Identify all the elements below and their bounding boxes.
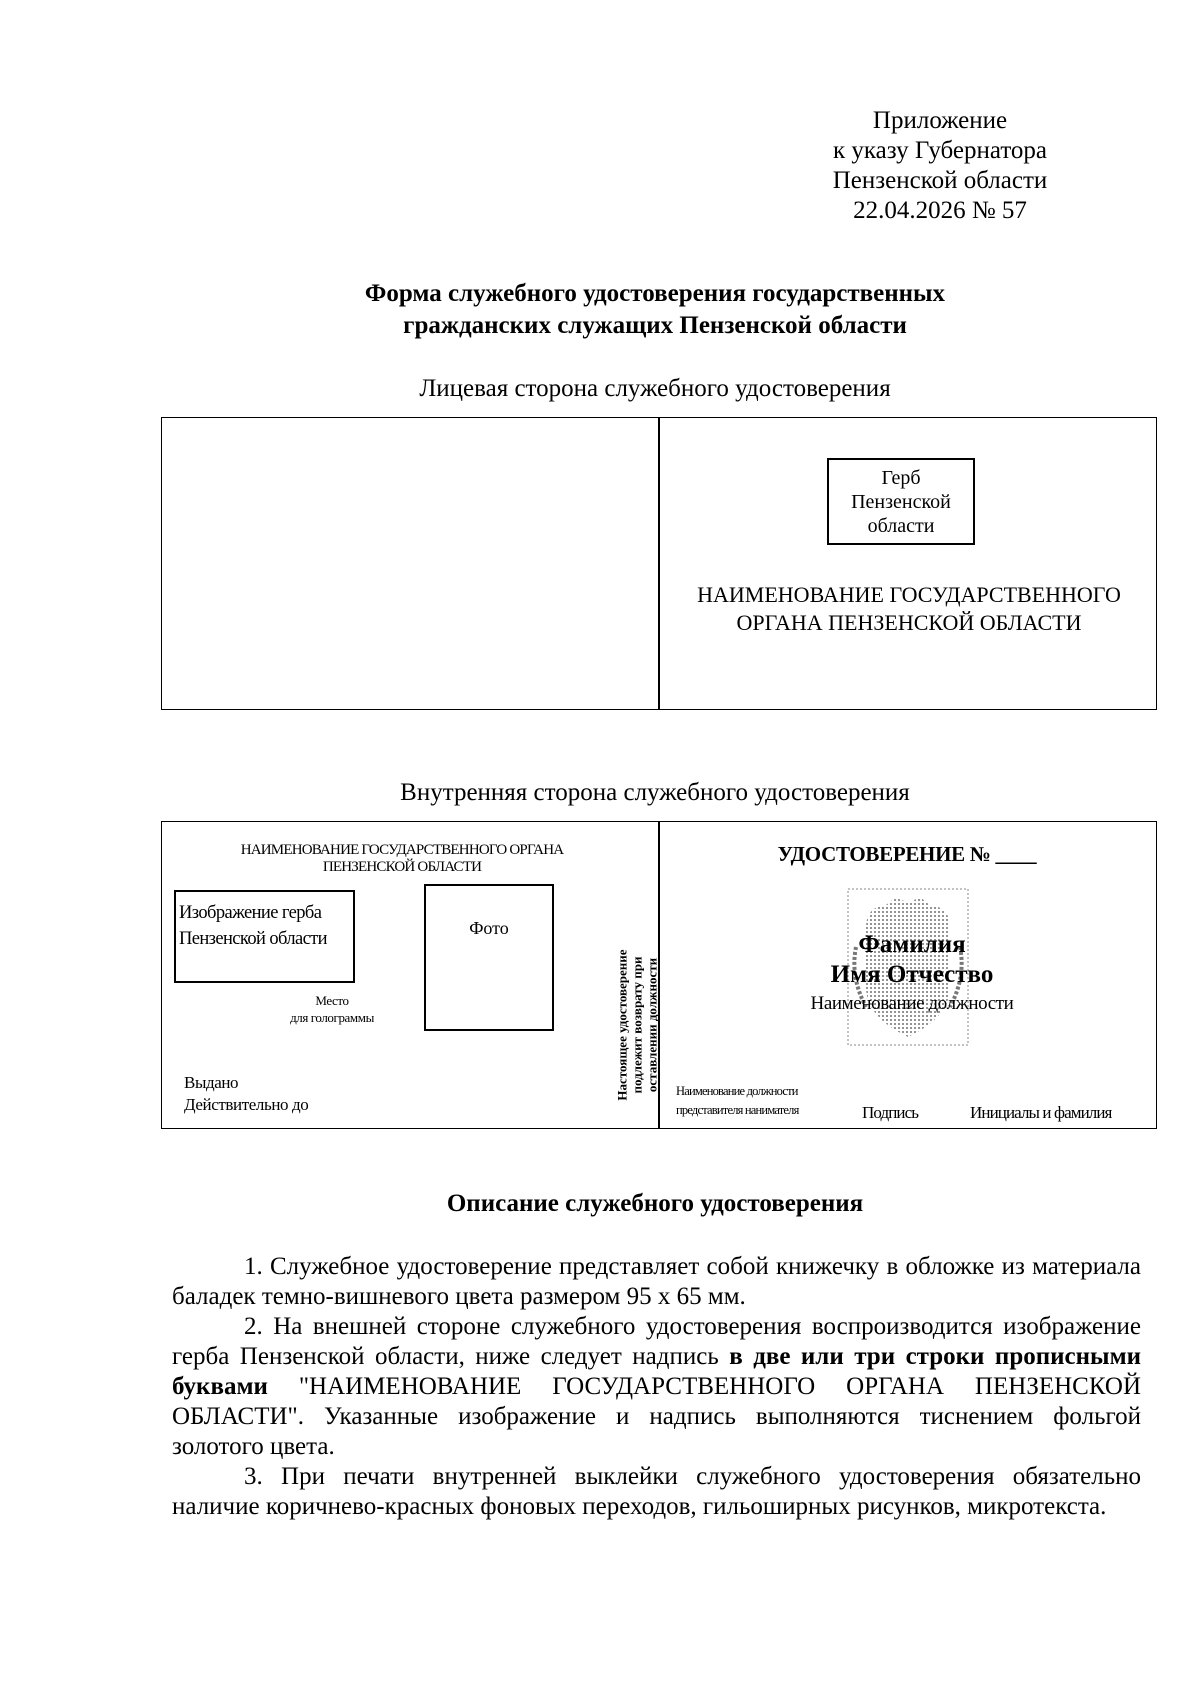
return-notice-line: Настоящее удостоверение bbox=[614, 949, 630, 1101]
fold-divider bbox=[658, 418, 660, 709]
org-name-line: НАИМЕНОВАНИЕ ГОСУДАРСТВЕННОГО ОРГАНА bbox=[240, 842, 564, 858]
appendix-line: к указу Губернатора bbox=[832, 137, 1048, 164]
valid-until-label: Действительно до bbox=[184, 1095, 309, 1114]
coat-label: Пензенской bbox=[851, 490, 951, 513]
issued-label: Выдано bbox=[184, 1073, 239, 1092]
holder-name-patronymic: Имя Отчество bbox=[830, 961, 994, 988]
holder-surname: Фамилия bbox=[858, 931, 966, 958]
description-title: Описание служебного удостоверения bbox=[446, 1190, 864, 1217]
initials-label: Инициалы и фамилия bbox=[970, 1103, 1112, 1122]
paragraph-3: 3. При печати внутренней выклейки служебного удостоверения обязательно наличие коричнево-красных фоновых переходов, гильоширных рисунков, микротекста. bbox=[172, 1463, 1141, 1520]
front-caption: Лицевая сторона служебного удостоверения bbox=[419, 375, 891, 402]
coat-image-box bbox=[174, 890, 355, 983]
document-title bbox=[160, 278, 1150, 342]
front-side-frame bbox=[161, 417, 1157, 710]
appendix-header bbox=[790, 106, 1090, 226]
coat-of-arms-box bbox=[827, 458, 975, 545]
coat-label: Герб bbox=[881, 466, 921, 489]
hologram-label: Место bbox=[315, 993, 349, 1008]
org-name-line: ОРГАНА ПЕНЗЕНСКОЙ ОБЛАСТИ bbox=[736, 610, 1082, 635]
paragraph-1: 1. Служебное удостоверение представляет собой книжечку в обложке из материала баладек темно-вишневого цвета размером 95 х 65 мм. bbox=[172, 1253, 1141, 1310]
title-line: гражданских служащих Пензенской области bbox=[403, 312, 907, 339]
appendix-line: Пензенской области bbox=[832, 167, 1048, 194]
rep-line: представителя нанимателя bbox=[676, 1103, 799, 1117]
hologram-label: для голограммы bbox=[290, 1010, 374, 1025]
inside-org-name bbox=[192, 842, 612, 876]
description-body bbox=[172, 1252, 1141, 1522]
org-name-line: НАИМЕНОВАНИЕ ГОСУДАРСТВЕННОГО bbox=[697, 582, 1121, 607]
holder-position: Наименование должности bbox=[810, 993, 1014, 1014]
front-org-name bbox=[662, 581, 1156, 637]
return-notice-line: оставлении должности bbox=[644, 957, 660, 1093]
employer-representative bbox=[676, 1082, 799, 1120]
coat-label: области bbox=[867, 514, 935, 537]
org-name-line: ПЕНЗЕНСКОЙ ОБЛАСТИ bbox=[322, 859, 482, 875]
appendix-line: Приложение bbox=[872, 107, 1008, 134]
return-notice-line: подлежит возврату при bbox=[629, 956, 645, 1094]
inside-side-frame bbox=[161, 821, 1157, 1129]
certificate-number: УДОСТОВЕРЕНИЕ № ____ bbox=[777, 842, 1037, 866]
signature-label: Подпись bbox=[862, 1103, 919, 1122]
coat-image-label: Изображение герба bbox=[179, 903, 322, 923]
issued-block bbox=[184, 1072, 308, 1116]
rep-line: Наименование должности bbox=[676, 1084, 798, 1098]
paragraph-2: 2. На внешней стороне служебного удостоверения воспроизводится изображение герба Пензенской области, ниже следует надпись в две или три строки прописными буквами "НАИМЕНОВАНИЕ ГОСУДАРСТВЕННОГО ОРГАНА ПЕНЗЕНСКОЙ ОБЛАСТИ". Указанные изображение и надпись выполняются тиснением фольгой золотого цвета. bbox=[172, 1313, 1142, 1460]
hologram-place bbox=[262, 992, 402, 1026]
appendix-date: 22.04.2026 № 57 bbox=[853, 197, 1027, 224]
coat-image-label: Пензенской области bbox=[179, 929, 327, 949]
inside-caption: Внутренняя сторона служебного удостоверения bbox=[400, 779, 910, 806]
photo-label: Фото bbox=[469, 918, 509, 938]
title-line: Форма служебного удостоверения государственных bbox=[364, 280, 946, 307]
paragraph-2-emphasis: в две или три строки прописными буквами bbox=[172, 1343, 1142, 1400]
photo-box bbox=[424, 884, 554, 1031]
return-notice bbox=[592, 940, 682, 1110]
